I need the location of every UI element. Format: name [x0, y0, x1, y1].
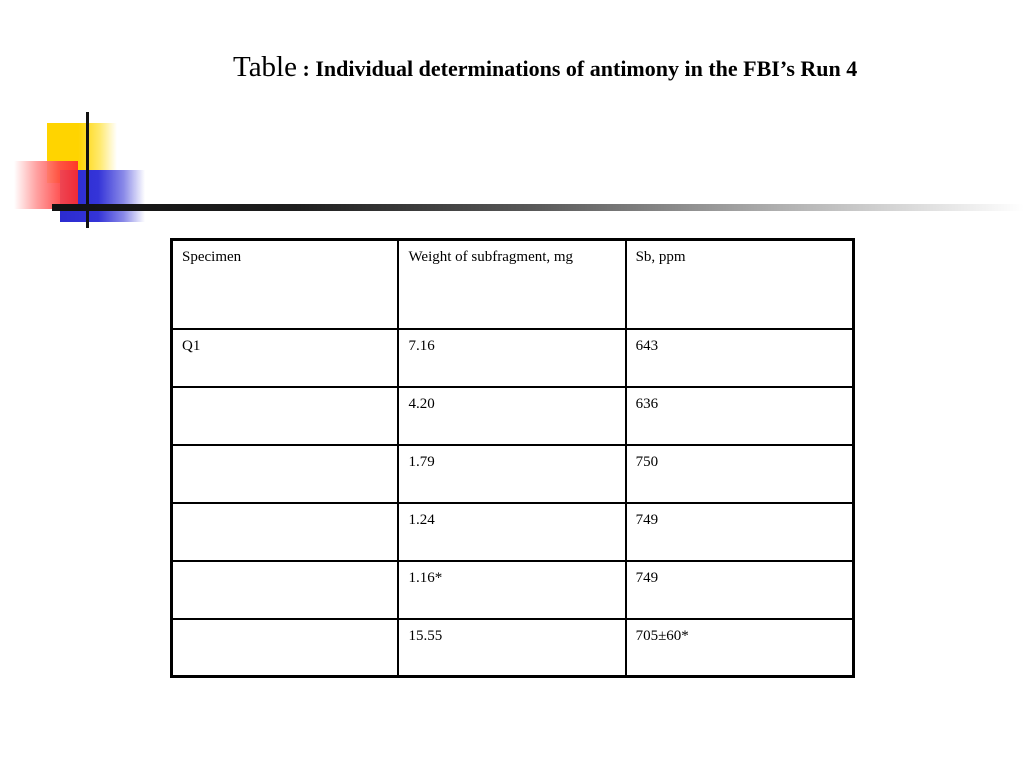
cell-specimen	[172, 619, 399, 677]
cell-sb: 636	[626, 387, 854, 445]
table-row	[172, 619, 854, 677]
title-colon: :	[297, 56, 316, 81]
slide-title	[233, 50, 933, 89]
title-text: Individual determinations of antimony in the FBI’s Run 4	[315, 56, 858, 81]
cell-weight: 7.16	[398, 329, 625, 387]
header-weight: Weight of subfragment, mg	[398, 240, 625, 329]
cell-sb: 749	[626, 503, 854, 561]
title-divider-line	[52, 204, 1024, 211]
cell-weight: 1.79	[398, 445, 625, 503]
header-sb-ppm: Sb, ppm	[626, 240, 854, 329]
table-row	[172, 387, 854, 445]
table-row	[172, 561, 854, 619]
logo-red-square	[14, 161, 78, 209]
table-row	[172, 503, 854, 561]
cell-specimen	[172, 503, 399, 561]
cell-sb: 643	[626, 329, 854, 387]
cell-specimen	[172, 387, 399, 445]
cell-sb: 749	[626, 561, 854, 619]
antimony-table	[170, 238, 855, 678]
cell-weight: 1.24	[398, 503, 625, 561]
cell-specimen	[172, 561, 399, 619]
cell-weight: 15.55	[398, 619, 625, 677]
cell-weight: 1.16*	[398, 561, 625, 619]
table-header-row	[172, 240, 854, 329]
table-row	[172, 329, 854, 387]
cell-sb: 705±60*	[626, 619, 854, 677]
table-row	[172, 445, 854, 503]
header-specimen: Specimen	[172, 240, 399, 329]
cell-specimen: Q1	[172, 329, 399, 387]
cell-sb: 750	[626, 445, 854, 503]
title-prefix: Table	[233, 51, 297, 83]
cell-specimen	[172, 445, 399, 503]
cell-weight: 4.20	[398, 387, 625, 445]
